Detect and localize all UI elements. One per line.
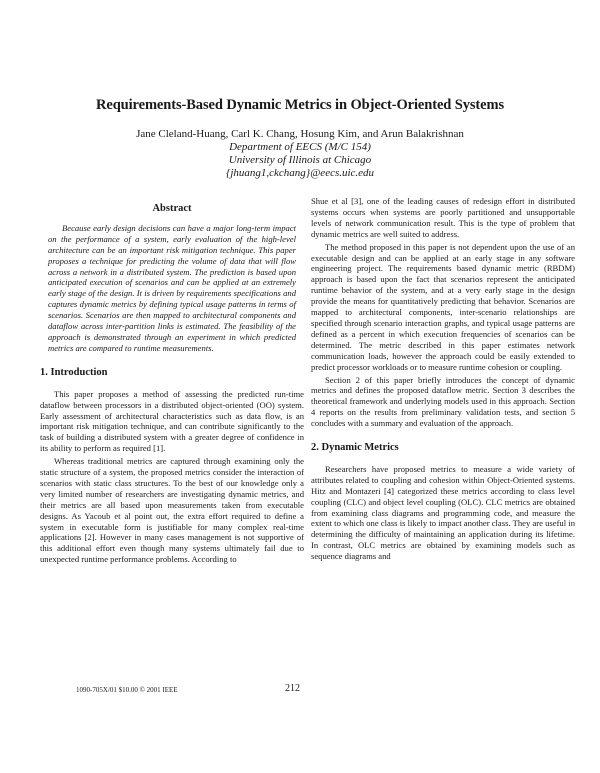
dynamic-metrics-heading: 2. Dynamic Metrics: [311, 442, 399, 454]
dynamic-metrics-paragraph-1: Researchers have proposed metrics to measure a wide variety of attributes related to coupling and cohesion within Object-Oriented systems. Hitz and Montazeri [4] categorized these metrics according to class level coupling (CLC) and object level coupling (OLC). CLC metrics are obtained from examining class diagrams and programming code, and measure the extent to which one class is likely to impact another class. They are useful in determining the difficulty of maintaining an application during its lifetime. In contrast, OLC metrics are obtained by examining models such as sequence diagrams and: [311, 463, 575, 562]
left-column: [40, 196, 304, 567]
author-university: University of Illinois at Chicago: [228, 154, 372, 166]
right-paragraph-continued: Shue et al [3], one of the leading causes of redesign effort in distributed systems occurs when systems are poorly partitioned and unsupportable levels of network communication result. This is the type of problem that dynamic metrics are well suited to address.: [311, 196, 575, 239]
abstract-text: Because early design decisions can have a major long-term impact on the performance of a system, early evaluation of the high-level architecture can be an important risk mitigation technique. This paper proposes a technique for predicting the volume of data that will flow across a network in a distributed system. The prediction is based upon anticipated execution of scenarios and can be applied at an extremely early stage of the design. It is driven by requirements specifications and captures dynamic metrics by defining typical usage patterns in terms of scenarios. Scenarios are then mapped to architectural components and dataflow across inter-partition links is estimated. The feasibility of the approach is demonstrated through an experiment in which predicted metrics are compared to runtime measurements.: [48, 222, 296, 353]
right-column: [311, 196, 575, 564]
introduction-paragraph-2: Whereas traditional metrics are captured through examining only the static structure of a system, the proposed metrics consider the interaction of scenarios with static class structures. To the best of our knowledge only a very limited number of researchers are investigating dynamic metrics, and their metrics are all based upon measurements taken from executable designs. As Yacoub et al point out, the extra effort required to define a system in executable form is justifiable for many complex real-time applications [2]. However in many cases management is not supportive of this additional effort even though many systems ultimately fail due to unexpected runtime performance problems. According to: [40, 456, 304, 565]
author-email: {jhuang1,ckchang}@eecs.uic.edu: [225, 167, 375, 179]
copyright-line: 1090-705X/01 $10.00 © 2001 IEEE: [76, 686, 178, 694]
introduction-heading: 1. Introduction: [40, 366, 108, 378]
right-paragraph-outline: Section 2 of this paper briefly introduces the concept of dynamic metrics and defines the proposed dataflow metric. Section 3 describes the theoretical framework and underlying models used in this approach. Section 4 reports on the results from preliminary validation tests, and section 5 concludes with a summary and evaluation of the approach.: [311, 374, 575, 429]
author-block: [40, 128, 560, 180]
right-paragraph-method: The method proposed in this paper is not dependent upon the use of an executable design and can be applied at an early stage in any software engineering project. The requirements based dynamic metric (RBDM) approach is based upon the fact that scenarios represent the anticipated runtime behavior of the system, and at a very early stage in the design provide the means for quantitatively predicting that behavior. Scenarios are mapped to architectural components, inter-scenario relationships are specified through scenario interaction graphs, and typical usage patterns are defined as a percent in which execution frequencies of scenarios can be determined. The metric described in this paper estimates network communication loads, however the approach could be easily extended to predict processor workloads or to measure runtime cohesion or coupling.: [311, 241, 575, 372]
author-department: Department of EECS (M/C 154): [229, 141, 371, 153]
abstract-heading: Abstract: [152, 203, 192, 214]
author-names: Jane Cleland-Huang, Carl K. Chang, Hosung Kim, and Arun Balakrishnan: [136, 128, 464, 140]
paper-title: Requirements-Based Dynamic Metrics in Object-Oriented Systems: [95, 97, 505, 113]
introduction-paragraph-1: This paper proposes a method of assessing the predicted run-time dataflow between processors in a distributed object-oriented (OO) system. Early assessment of architectural characteristics such as data flow, is an important risk mitigation technique, and can contribute significantly to the task of building a distributed system with a greater degree of confidence in its ability to perform as required [1].: [40, 388, 304, 454]
page-number: 212: [285, 683, 300, 694]
